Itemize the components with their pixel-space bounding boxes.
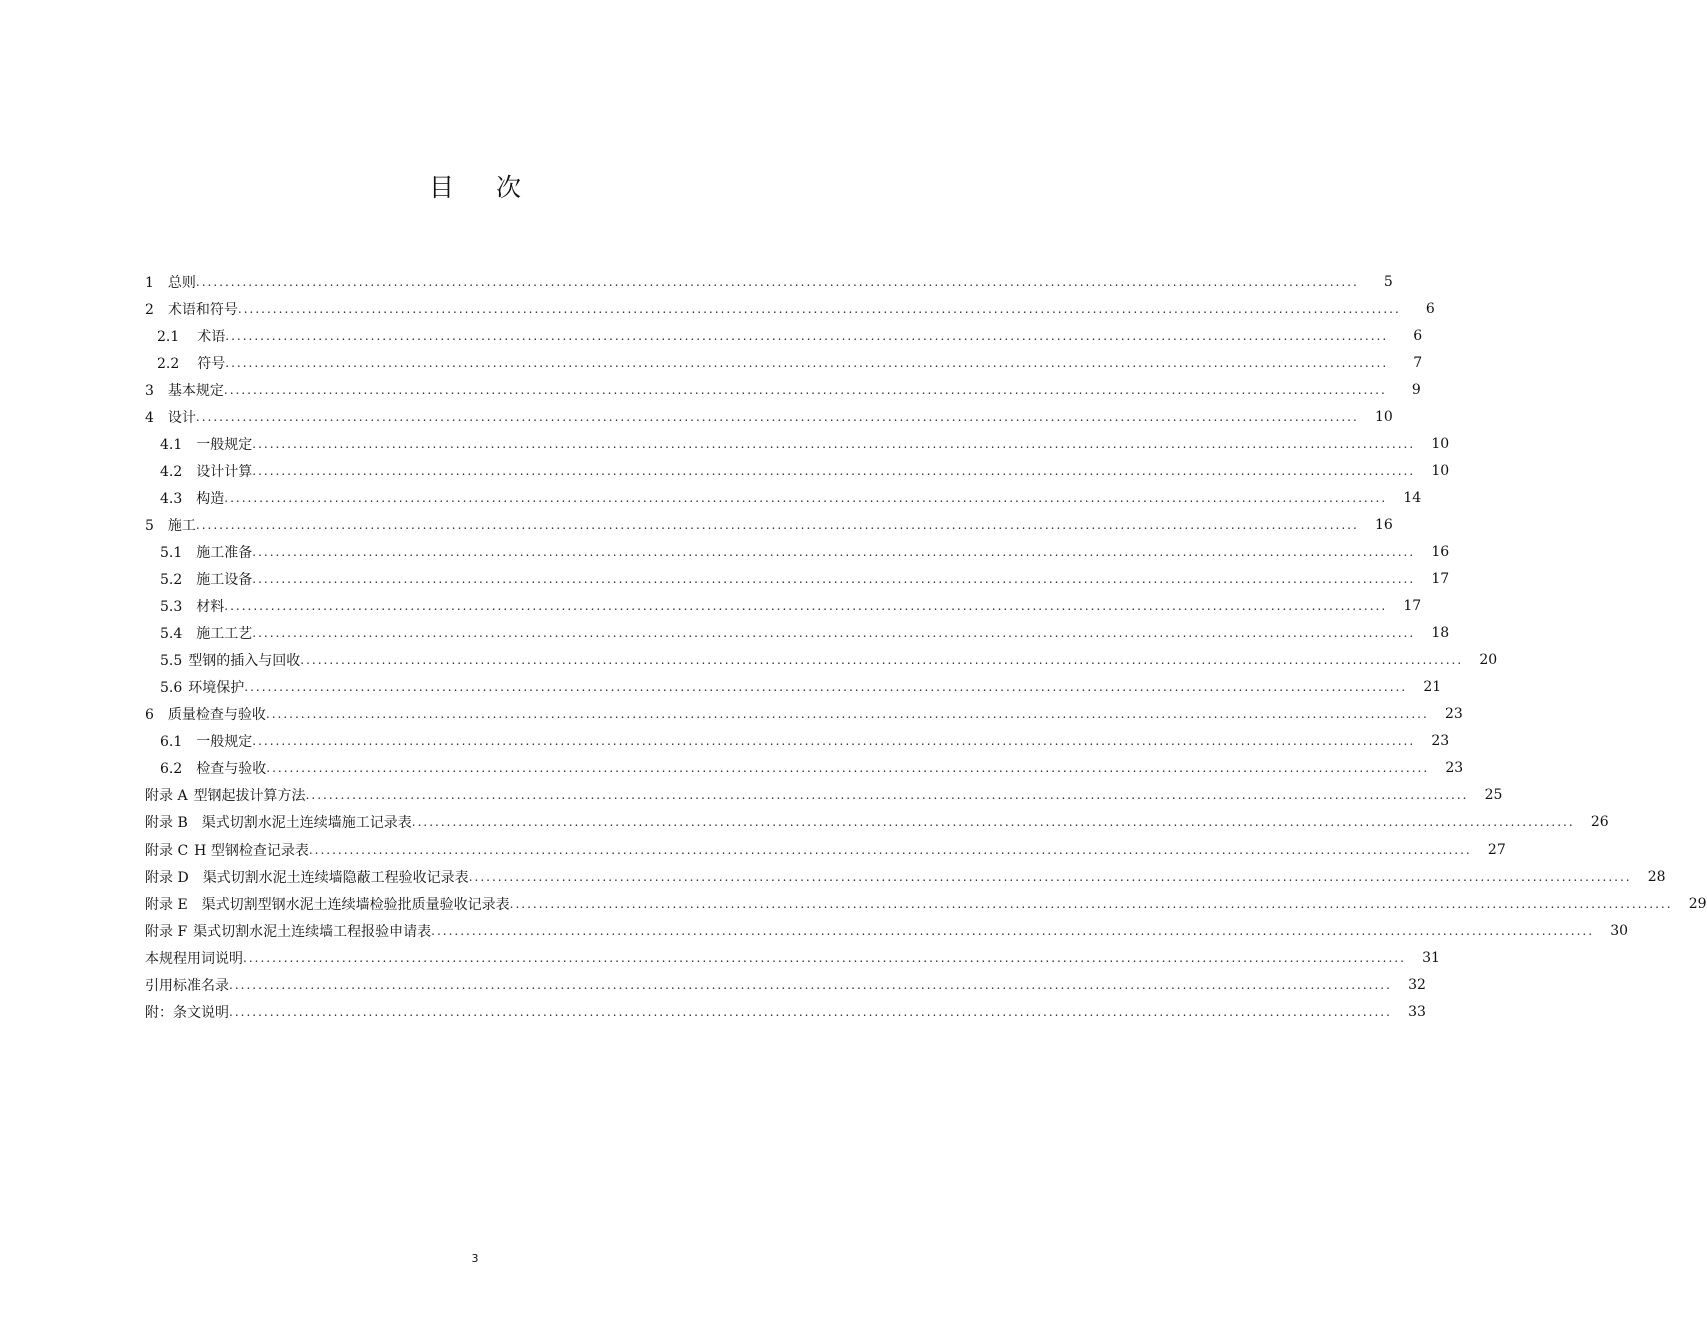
toc-leader-dots: ........................................................................................................................................................................................................ (195, 409, 1359, 424)
toc-leader-dots: ........................................................................................................................................................................................................ (411, 815, 1575, 830)
toc-entry-label (145, 407, 196, 427)
toc-entry[interactable] (145, 538, 1450, 565)
toc-entry-number: 6.1 (160, 734, 183, 751)
toc-leader-dots: ........................................................................................................................................................................................................ (229, 977, 1392, 992)
toc-entry-title: 术语 (197, 328, 226, 345)
toc-entry-label (145, 677, 244, 697)
toc-entry-title: 设计 (167, 409, 196, 426)
toc-entry-number: 附录 B (145, 815, 188, 832)
toc-entry-page: 29 (1688, 895, 1707, 912)
toc-entry-page: 27 (1487, 841, 1506, 858)
toc-entry-number: 5.4 (160, 626, 183, 643)
toc-entry-label (145, 948, 243, 968)
toc-entry-page: 33 (1408, 1003, 1426, 1020)
toc-entry-label (145, 380, 224, 400)
toc-entry-number: 5.5 (160, 653, 183, 670)
toc-entry-number: 4.3 (160, 490, 183, 507)
toc-entry-number: 5.3 (160, 599, 183, 616)
toc-entry-label (145, 569, 252, 589)
toc-entry-page: 32 (1408, 976, 1426, 993)
toc-leader-dots: ........................................................................................................................................................................................................ (252, 626, 1416, 641)
toc-entry-number: 附录 F (145, 923, 188, 940)
toc-entry[interactable] (145, 295, 1435, 322)
toc-entry[interactable] (145, 917, 1629, 944)
toc-entry-title: 检查与验收 (196, 761, 267, 778)
toc-entry-label (145, 894, 510, 914)
toc-entry[interactable] (145, 971, 1426, 998)
toc-entry-page: 20 (1479, 652, 1498, 669)
toc-entry-number: 附录 D (145, 869, 189, 886)
toc-entry-title: 本规程用词说明 (145, 950, 243, 967)
toc-leader-dots: ........................................................................................................................................................................................................ (252, 463, 1416, 478)
toc-entry-title: 材料 (196, 599, 225, 616)
toc-entry-number: 6 (145, 707, 154, 724)
toc-entry[interactable] (145, 511, 1393, 538)
toc-entry-label (145, 975, 229, 995)
toc-entry-title: 型钢起拔计算方法 (193, 788, 306, 805)
toc-entry-label (145, 434, 252, 454)
toc-entry-number: 附录 C (145, 842, 189, 859)
toc-entry-title: 符号 (197, 355, 226, 372)
toc-entry-title: 引用标准名录 (145, 977, 229, 994)
toc-entry-page: 17 (1403, 598, 1422, 615)
toc-entry-page: 21 (1423, 679, 1442, 696)
toc-entry-label (145, 785, 306, 805)
toc-leader-dots: ........................................................................................................................................................................................................ (244, 680, 1408, 695)
toc-entry-label (145, 326, 225, 346)
toc-leader-dots: ........................................................................................................................................................................................................ (225, 328, 1389, 343)
toc-entry-number: 4 (145, 409, 154, 426)
toc-entry-title: 一般规定 (196, 734, 253, 751)
toc-entry-page: 14 (1403, 489, 1422, 506)
toc-leader-dots: ........................................................................................................................................................................................................ (266, 761, 1430, 776)
toc-entry[interactable] (145, 566, 1450, 593)
toc-entry[interactable] (145, 809, 1609, 836)
toc-leader-dots: ........................................................................................................................................................................................................ (265, 707, 1429, 722)
toc-entry[interactable] (145, 647, 1498, 674)
toc-leader-dots: ........................................................................................................................................................................................................ (252, 436, 1416, 451)
toc-entry-label (145, 812, 412, 832)
toc-entry-title: 一般规定 (196, 436, 253, 453)
toc-leader-dots: ........................................................................................................................................................................................................ (225, 355, 1389, 370)
toc-entry-label (145, 704, 266, 724)
toc-entry-label (145, 461, 252, 481)
toc-entry-page: 16 (1374, 516, 1393, 533)
toc-entry-label (145, 299, 238, 319)
toc-entry-label (145, 758, 266, 778)
toc-entry-number: 5.6 (160, 680, 183, 697)
toc-entry[interactable] (145, 890, 1707, 917)
toc-entry[interactable] (145, 674, 1442, 701)
toc-leader-dots: ........................................................................................................................................................................................................ (224, 599, 1388, 614)
toc-entry-title: 附：条文说明 (145, 1004, 229, 1021)
toc-entry[interactable] (145, 701, 1463, 728)
toc-entry[interactable] (145, 484, 1422, 511)
toc-leader-dots: ........................................................................................................................................................................................................ (300, 653, 1464, 668)
toc-entry[interactable] (145, 457, 1450, 484)
toc-entry-title: 质量检查与验收 (167, 707, 266, 724)
toc-entry-page: 10 (1431, 435, 1450, 452)
toc-entry[interactable] (145, 836, 1506, 863)
toc-entry[interactable] (145, 944, 1440, 971)
toc-entry-title: 术语和符号 (167, 301, 238, 318)
toc-entry-number: 5.1 (160, 544, 183, 561)
toc-entry-title: 施工工艺 (196, 626, 253, 643)
toc-entry-label (145, 650, 300, 670)
toc-entry[interactable] (145, 863, 1666, 890)
toc-leader-dots: ........................................................................................................................................................................................................ (229, 1004, 1392, 1019)
toc-leader-dots: ........................................................................................................................................................................................................ (223, 382, 1387, 397)
toc-entry-page: 9 (1411, 381, 1421, 398)
toc-leader-dots: ........................................................................................................................................................................................................ (431, 923, 1595, 938)
toc-entry-label (145, 840, 309, 860)
toc-leader-dots: ........................................................................................................................................................................................................ (195, 517, 1359, 532)
toc-entry-title: 渠式切割型钢水泥土连续墙检验批质量验收记录表 (201, 896, 510, 913)
toc-entry-page: 31 (1422, 949, 1440, 966)
toc-leader-dots: ........................................................................................................................................................................................................ (237, 301, 1401, 316)
toc-entry-title: 型钢的插入与回收 (188, 653, 301, 670)
toc-entry[interactable] (145, 620, 1450, 647)
toc-entry-number: 4.2 (160, 463, 183, 480)
toc-entry-number: 附录 E (145, 896, 188, 913)
toc-leader-dots: ........................................................................................................................................................................................................ (252, 572, 1416, 587)
table-of-contents (145, 268, 1707, 1025)
toc-entry-label (145, 921, 431, 941)
toc-entry-title: 设计计算 (196, 463, 253, 480)
toc-entry-label (145, 353, 225, 373)
toc-entry[interactable] (145, 403, 1393, 430)
toc-leader-dots: ........................................................................................................................................................................................................ (195, 274, 1359, 289)
toc-leader-dots: ........................................................................................................................................................................................................ (224, 490, 1388, 505)
toc-entry-title: 总则 (167, 274, 196, 291)
toc-leader-dots: ........................................................................................................................................................................................................ (252, 734, 1416, 749)
toc-entry[interactable] (145, 430, 1450, 457)
toc-entry-label (145, 488, 224, 508)
toc-entry-page: 28 (1647, 868, 1666, 885)
toc-entry-title: 施工 (167, 517, 196, 534)
toc-entry[interactable] (145, 349, 1423, 376)
toc-entry-title: 渠式切割水泥土连续墙隐蔽工程验收记录表 (202, 869, 469, 886)
toc-entry-title: 渠式切割水泥土连续墙工程报验申请表 (193, 923, 432, 940)
toc-entry-label (145, 515, 196, 535)
toc-leader-dots: ........................................................................................................................................................................................................ (305, 788, 1469, 803)
toc-entry-page: 23 (1431, 733, 1450, 750)
toc-entry-page: 25 (1484, 787, 1503, 804)
toc-entry-number: 2 (145, 301, 154, 318)
toc-entry-number: 2.2 (157, 355, 180, 372)
title-char-2: 次 (496, 173, 522, 202)
toc-entry-label (145, 272, 196, 292)
toc-entry-title: 基本规定 (167, 382, 224, 399)
toc-entry-page: 6 (1425, 300, 1435, 317)
title-char-1: 目 (428, 173, 454, 202)
toc-entry[interactable] (145, 728, 1450, 755)
toc-entry-number: 附录 A (145, 788, 188, 805)
toc-entry-number: 3 (145, 382, 154, 399)
toc-leader-dots: ........................................................................................................................................................................................................ (308, 842, 1472, 857)
page-title (0, 168, 950, 204)
toc-leader-dots: ........................................................................................................................................................................................................ (468, 869, 1632, 884)
toc-entry-page: 16 (1431, 543, 1450, 560)
page-number: 3 (471, 1252, 479, 1265)
toc-entry-page: 10 (1374, 408, 1393, 425)
toc-entry-title: 环境保护 (188, 680, 245, 697)
toc-entry-number: 5.2 (160, 572, 183, 589)
toc-entry-number: 4.1 (160, 436, 183, 453)
toc-entry-page: 26 (1590, 814, 1609, 831)
toc-entry[interactable] (145, 322, 1423, 349)
toc-entry[interactable] (145, 755, 1464, 782)
toc-entry-page: 7 (1413, 354, 1423, 371)
toc-entry-page: 5 (1383, 273, 1393, 290)
toc-leader-dots: ........................................................................................................................................................................................................ (243, 950, 1406, 965)
toc-entry-title: H 型钢检查记录表 (194, 842, 309, 859)
toc-entry-page: 30 (1610, 922, 1629, 939)
toc-entry-label (145, 867, 469, 887)
toc-leader-dots: ........................................................................................................................................................................................................ (509, 896, 1673, 911)
toc-entry-label (145, 596, 224, 616)
toc-entry-page: 23 (1445, 760, 1464, 777)
toc-entry-title: 渠式切割水泥土连续墙施工记录表 (201, 815, 412, 832)
toc-entry-label (145, 542, 252, 562)
toc-entry-page: 17 (1431, 571, 1450, 588)
toc-entry-page: 6 (1413, 327, 1423, 344)
toc-entry[interactable] (145, 268, 1393, 295)
toc-entry-label (145, 1002, 229, 1022)
toc-entry[interactable] (145, 593, 1422, 620)
toc-entry-label (145, 623, 252, 643)
toc-entry-title: 施工准备 (196, 544, 253, 561)
toc-entry-number: 6.2 (160, 761, 183, 778)
toc-entry-number: 5 (145, 517, 154, 534)
toc-entry[interactable] (145, 782, 1503, 809)
toc-entry-number: 2.1 (157, 328, 180, 345)
toc-entry-page: 23 (1444, 706, 1463, 723)
toc-entry-number: 1 (145, 274, 154, 291)
toc-entry-title: 施工设备 (196, 572, 253, 589)
toc-entry[interactable] (145, 376, 1421, 403)
toc-entry-title: 构造 (196, 490, 225, 507)
toc-leader-dots: ........................................................................................................................................................................................................ (252, 544, 1416, 559)
toc-entry-page: 10 (1431, 462, 1450, 479)
toc-entry-page: 18 (1431, 625, 1450, 642)
toc-entry[interactable] (145, 998, 1426, 1025)
toc-entry-label (145, 731, 252, 751)
